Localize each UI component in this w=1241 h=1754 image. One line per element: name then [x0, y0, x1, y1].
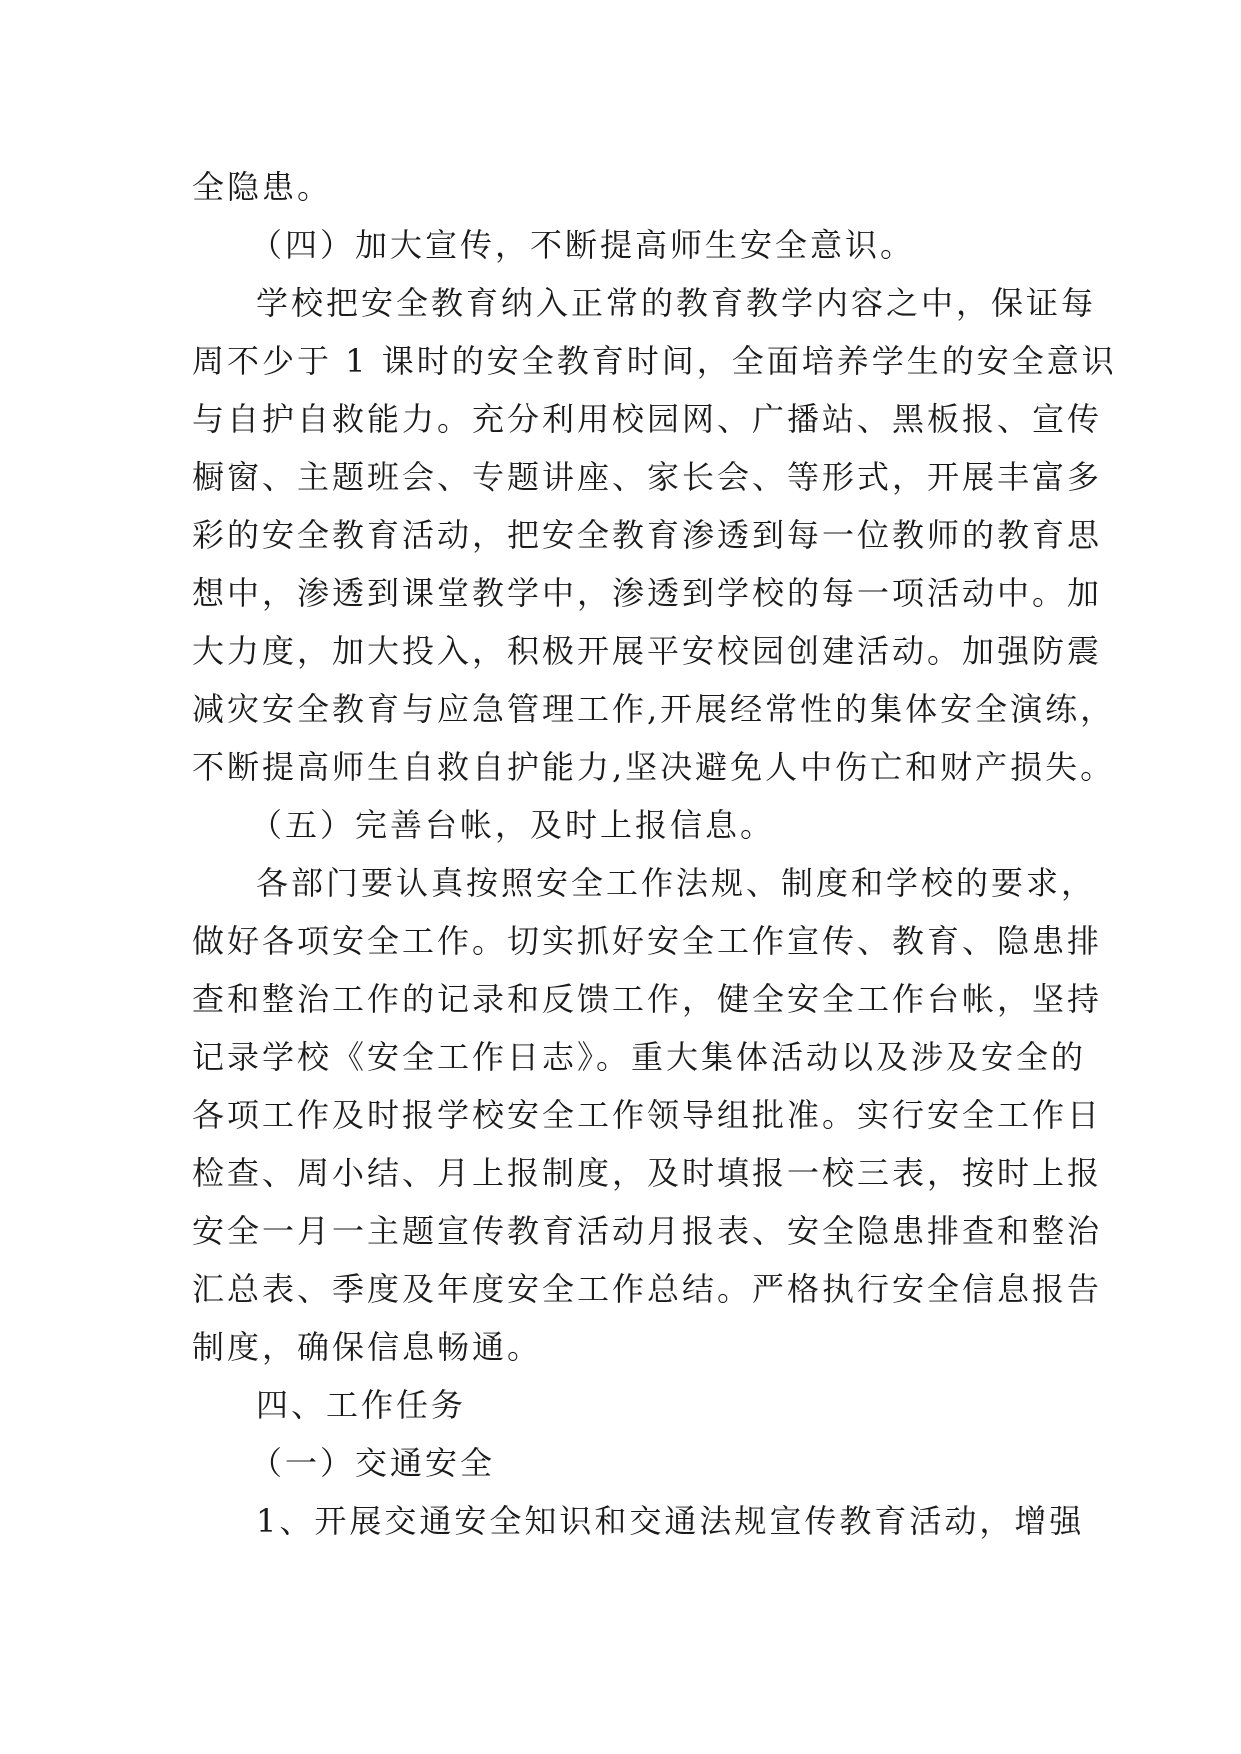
text-line: 1、开展交通安全知识和交通法规宣传教育活动，增强 [256, 1502, 1085, 1540]
text-line: 查和整治工作的记录和反馈工作，健全安全工作台帐，坚持 [192, 980, 1103, 1018]
section-heading: （一）交通安全 [250, 1444, 496, 1482]
text-line: 各项工作及时报学校安全工作领导组批准。实行安全工作日 [192, 1096, 1103, 1134]
section-heading: （四）加大宣传，不断提高师生安全意识。 [250, 226, 916, 264]
text-line: 安全一月一主题宣传教育活动月报表、安全隐患排查和整治 [192, 1212, 1103, 1250]
text-line: 制度，确保信息畅通。 [192, 1328, 543, 1366]
text-line: 做好各项安全工作。切实抓好安全工作宣传、教育、隐患排 [192, 922, 1103, 960]
text-line: 与自护自救能力。充分利用校园网、广播站、黑板报、宣传 [192, 400, 1103, 438]
text-line: 各部门要认真按照安全工作法规、制度和学校的要求， [256, 864, 1097, 902]
document-body [192, 158, 1117, 1550]
section-heading: （五）完善台帐，及时上报信息。 [250, 806, 776, 844]
text-line: 减灾安全教育与应急管理工作,开展经常性的集体安全演练， [192, 690, 1116, 728]
text-line: 想中，渗透到课堂教学中，渗透到学校的每一项活动中。加 [192, 574, 1103, 612]
chapter-heading: 四、工作任务 [256, 1386, 467, 1424]
text-line: 不断提高师生自救自护能力,坚决避免人中伤亡和财产损失。 [192, 748, 1116, 786]
text-line: 记录学校《安全工作日志》。重大集体活动以及涉及安全的 [192, 1038, 1087, 1076]
text-line: 大力度，加大投入，积极开展平安校园创建活动。加强防震 [192, 632, 1103, 670]
text-line: 检查、周小结、月上报制度，及时填报一校三表，按时上报 [192, 1154, 1103, 1192]
text-line: 全隐患。 [192, 168, 333, 206]
text-line: 橱窗、主题班会、专题讲座、家长会、等形式，开展丰富多 [192, 458, 1103, 496]
text-line: 汇总表、季度及年度安全工作总结。严格执行安全信息报告 [192, 1270, 1103, 1308]
text-line: 学校把安全教育纳入正常的教育教学内容之中，保证每 [256, 284, 1097, 322]
text-line: 周不少于 1 课时的安全教育时间，全面培养学生的安全意识 [192, 342, 1117, 380]
text-line: 彩的安全教育活动，把安全教育渗透到每一位教师的教育思 [192, 516, 1103, 554]
